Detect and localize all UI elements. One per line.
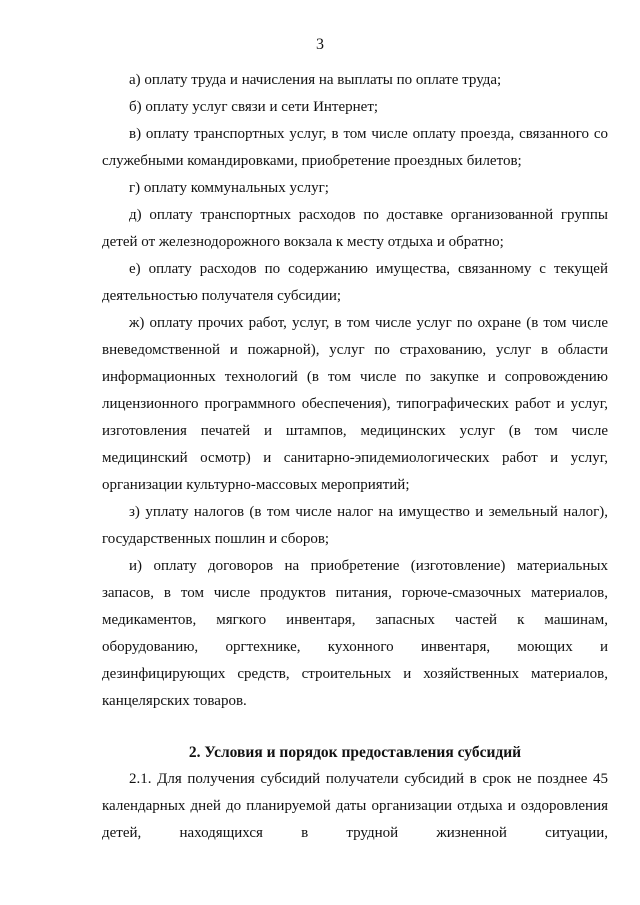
list-item-b: б) оплату услуг связи и сети Интернет;	[129, 99, 379, 115]
list-item-v: в) оплату транспортных услуг, в том числе оплату проезда, связанного со служебными командировками, приобретение проездных билетов;	[102, 126, 608, 169]
list-item-z: з) уплату налогов (в том числе налог на имущество и земельный налог), государственных пошлин и сборов;	[102, 504, 608, 547]
page-number: 3	[316, 36, 324, 53]
list-item-a: а) оплату труда и начисления на выплаты по оплате труда;	[129, 72, 502, 88]
list-item-g: г) оплату коммунальных услуг;	[129, 180, 329, 196]
list-item-e: е) оплату расходов по содержанию имущества, связанному с текущей деятельностью получателя субсидии;	[102, 261, 608, 304]
list-item-d: д) оплату транспортных расходов по доставке организованной группы детей от железнодорожного вокзала к месту отдыха и обратно;	[102, 207, 608, 250]
list-item-zh: ж) оплату прочих работ, услуг, в том числе услуг по охране (в том числе вневедомственной и пожарной), услуг по страхованию, услуг в области информационных технологий (в том числе по закупке и сопровождению лицензионного программного обеспечения), типографических работ и услуг, изготовления печатей и штампов, медицинских услуг (в том числе медицинский осмотр) и санитарно-эпидемиологических работ и услуг, организации культурно-массовых мероприятий;	[102, 315, 608, 493]
list-item-i: и) оплату договоров на приобретение (изготовление) материальных запасов, в том числе продуктов питания, горюче-смазочных материалов, медикаментов, мягкого инвентаря, запасных частей к машинам, оборудованию, оргтехнике, кухонного инвентаря, моющих и дезинфицирующих средств, строительных и хозяйственных материалов, канцелярских товаров.	[102, 558, 608, 709]
section-paragraph: 2.1. Для получения субсидий получатели субсидий в срок не позднее 45 календарных дней до планируемой даты организации отдыха и оздоровления детей, находящихся в трудной жизненной ситуации,	[102, 771, 608, 841]
section-heading: 2. Условия и порядок предоставления субсидий	[188, 744, 522, 761]
document-body	[102, 67, 608, 847]
